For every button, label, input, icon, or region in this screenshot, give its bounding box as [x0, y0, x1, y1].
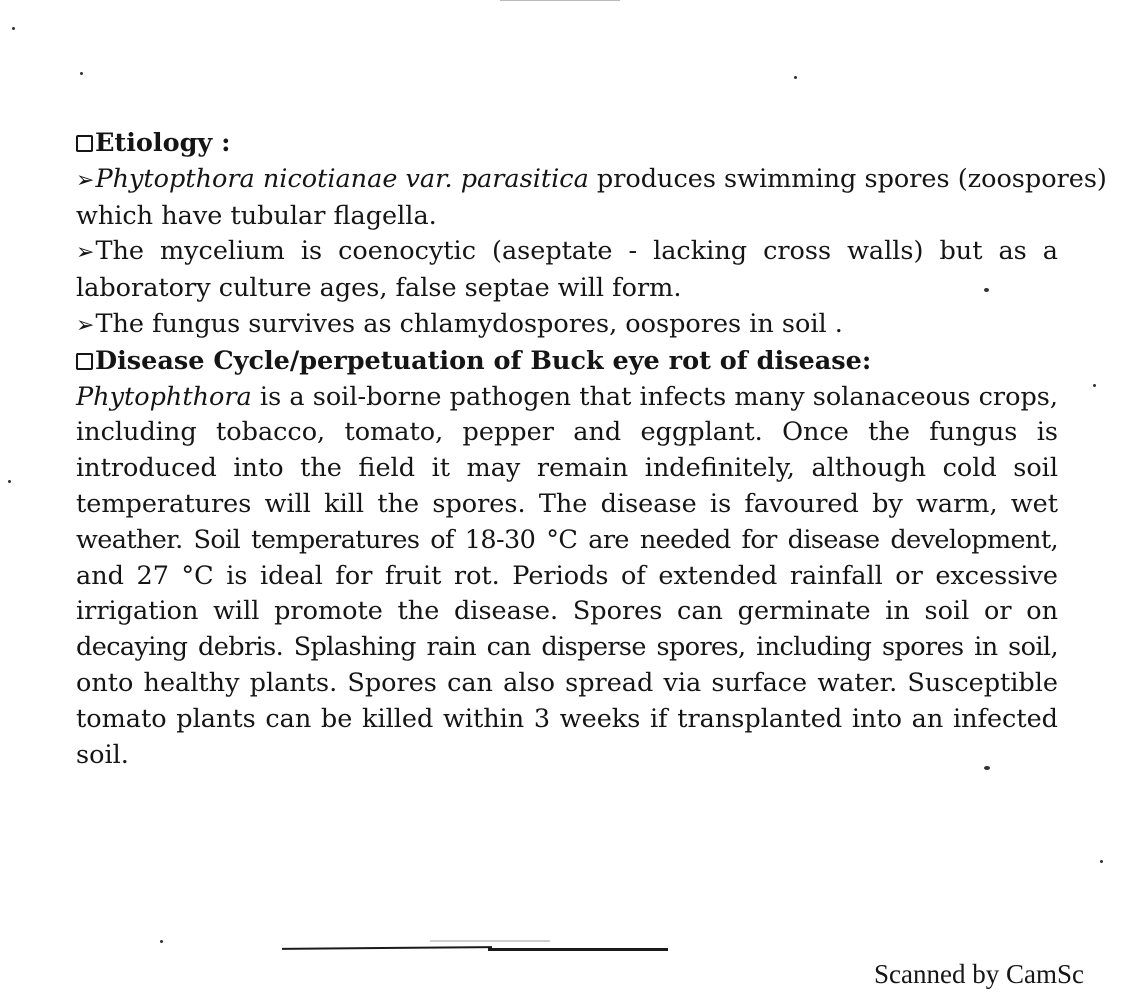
disease-cycle-line: including tobacco, tomato, pepper and eggplant. Once the fungus is	[76, 417, 1058, 448]
disease-cycle-line: and 27 °C is ideal for fruit rot. Periods of extended rainfall or excessive	[76, 560, 1058, 591]
document-body	[76, 126, 1107, 773]
etiology-point-2: ➢The mycelium is coenocytic (aseptate - lacking cross walls) but as a	[76, 234, 1058, 271]
speck	[8, 480, 11, 483]
disease-cycle-line: Phytophthora is a soil-borne pathogen that infects many solanaceous crops,	[76, 381, 1058, 412]
checkbox-bullet-icon	[76, 135, 93, 152]
speck	[1100, 860, 1103, 863]
etiology-point-2-continued: laboratory culture ages, false septae will form.	[76, 273, 682, 304]
top-edge-line	[500, 0, 620, 1]
arrow-bullet-icon: ➢	[76, 167, 95, 193]
disease-cycle-line: irrigation will promote the disease. Spores can germinate in soil or on	[76, 596, 1058, 627]
disease-cycle-line: soil.	[76, 739, 129, 770]
disease-cycle-line: weather. Soil temperatures of 18-30 °C are needed for disease development,	[76, 524, 1058, 555]
disease-cycle-line: introduced into the field it may remain indefinitely, although cold soil	[76, 453, 1058, 484]
speck	[1093, 384, 1096, 387]
bottom-rule-smudge	[430, 940, 550, 942]
pathogen-name: Phytopthora nicotianae var. parasitica	[95, 163, 589, 194]
checkbox-bullet-icon	[76, 353, 93, 370]
disease-cycle-line: onto healthy plants. Spores can also spread via surface water. Susceptible	[76, 667, 1058, 698]
etiology-point-3: ➢The fungus survives as chlamydospores, oospores in soil .	[76, 307, 1058, 344]
etiology-point-1-continued: which have tubular flagella.	[76, 200, 437, 231]
speck	[80, 72, 83, 75]
bottom-rule-line	[488, 948, 668, 951]
bottom-rule-line	[282, 946, 492, 950]
etiology-point-1: ➢Phytopthora nicotianae var. parasitica produces swimming spores (zoospores)	[76, 162, 1058, 199]
disease-cycle-line: decaying debris. Splashing rain can disperse spores, including spores in soil,	[76, 632, 1058, 663]
arrow-bullet-icon: ➢	[76, 312, 95, 338]
speck	[12, 27, 15, 30]
speck	[794, 76, 797, 79]
speck	[160, 940, 163, 943]
scanner-watermark: Scanned by CamSc	[874, 959, 1084, 989]
arrow-bullet-icon: ➢	[76, 240, 95, 266]
disease-cycle-heading: Disease Cycle/perpetuation of Buck eye rot of disease:	[76, 344, 1058, 380]
disease-cycle-line: temperatures will kill the spores. The disease is favoured by warm, wet	[76, 488, 1058, 519]
disease-cycle-line: tomato plants can be killed within 3 weeks if transplanted into an infected	[76, 703, 1058, 734]
etiology-heading: Etiology :	[76, 126, 1058, 162]
genus-name: Phytophthora	[76, 381, 252, 412]
